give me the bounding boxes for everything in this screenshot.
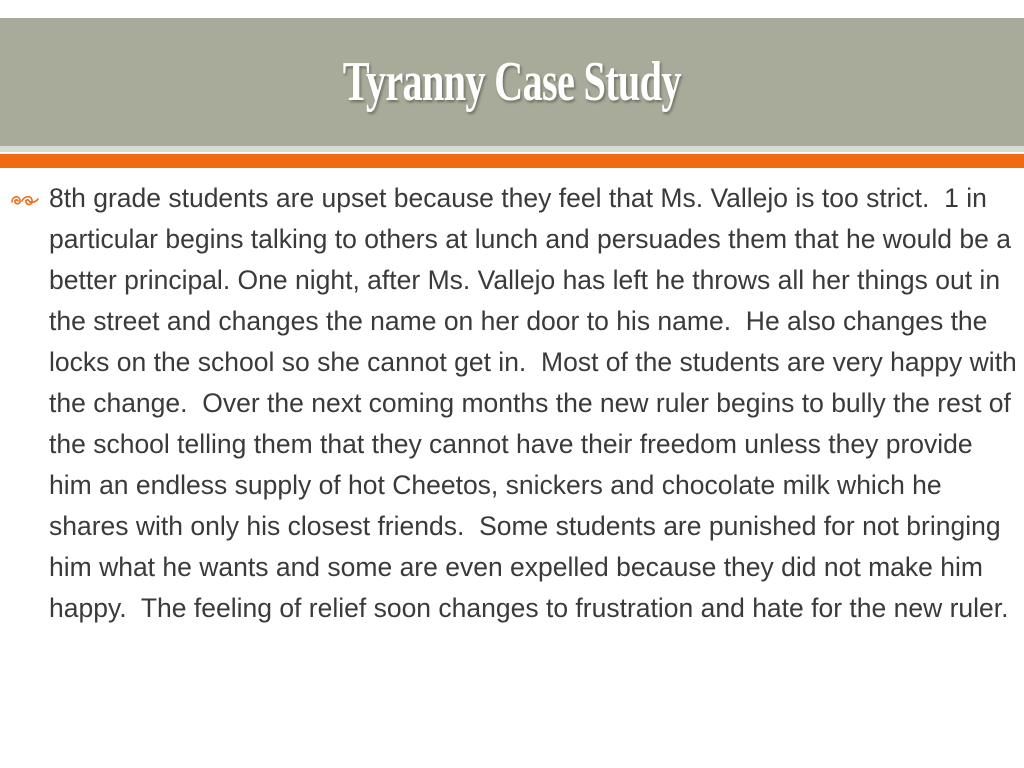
title-band — [0, 18, 1024, 146]
slide-content — [0, 178, 1024, 758]
title-divider-light — [0, 146, 1024, 152]
title-divider-orange — [0, 154, 1024, 168]
bullet-text: 8th grade students are upset because they feel that Ms. Vallejo is too strict. 1 in particular begins talking to others at lunch and persuades them that he would be a better principal. One night, after Ms. Vallejo has left he throws all her things out in the street and changes the name on her door to his name. He also changes the locks on the school so she cannot get in. Most of the students are very happy with the change. Over the next coming months the new ruler begins to bully the rest of the school telling them that they cannot have their freedom unless they provide him an endless supply of hot Cheetos, snickers and chocolate milk which he shares with only his closest friends. Some students are punished for not bringing him what he wants and some are even expelled because they did not make him happy. The feeling of relief soon changes to frustration and hate for the new ruler. — [49, 183, 1024, 623]
slide-title: Tyranny Case Study — [342, 51, 682, 113]
swirl-bullet-icon — [10, 192, 40, 208]
